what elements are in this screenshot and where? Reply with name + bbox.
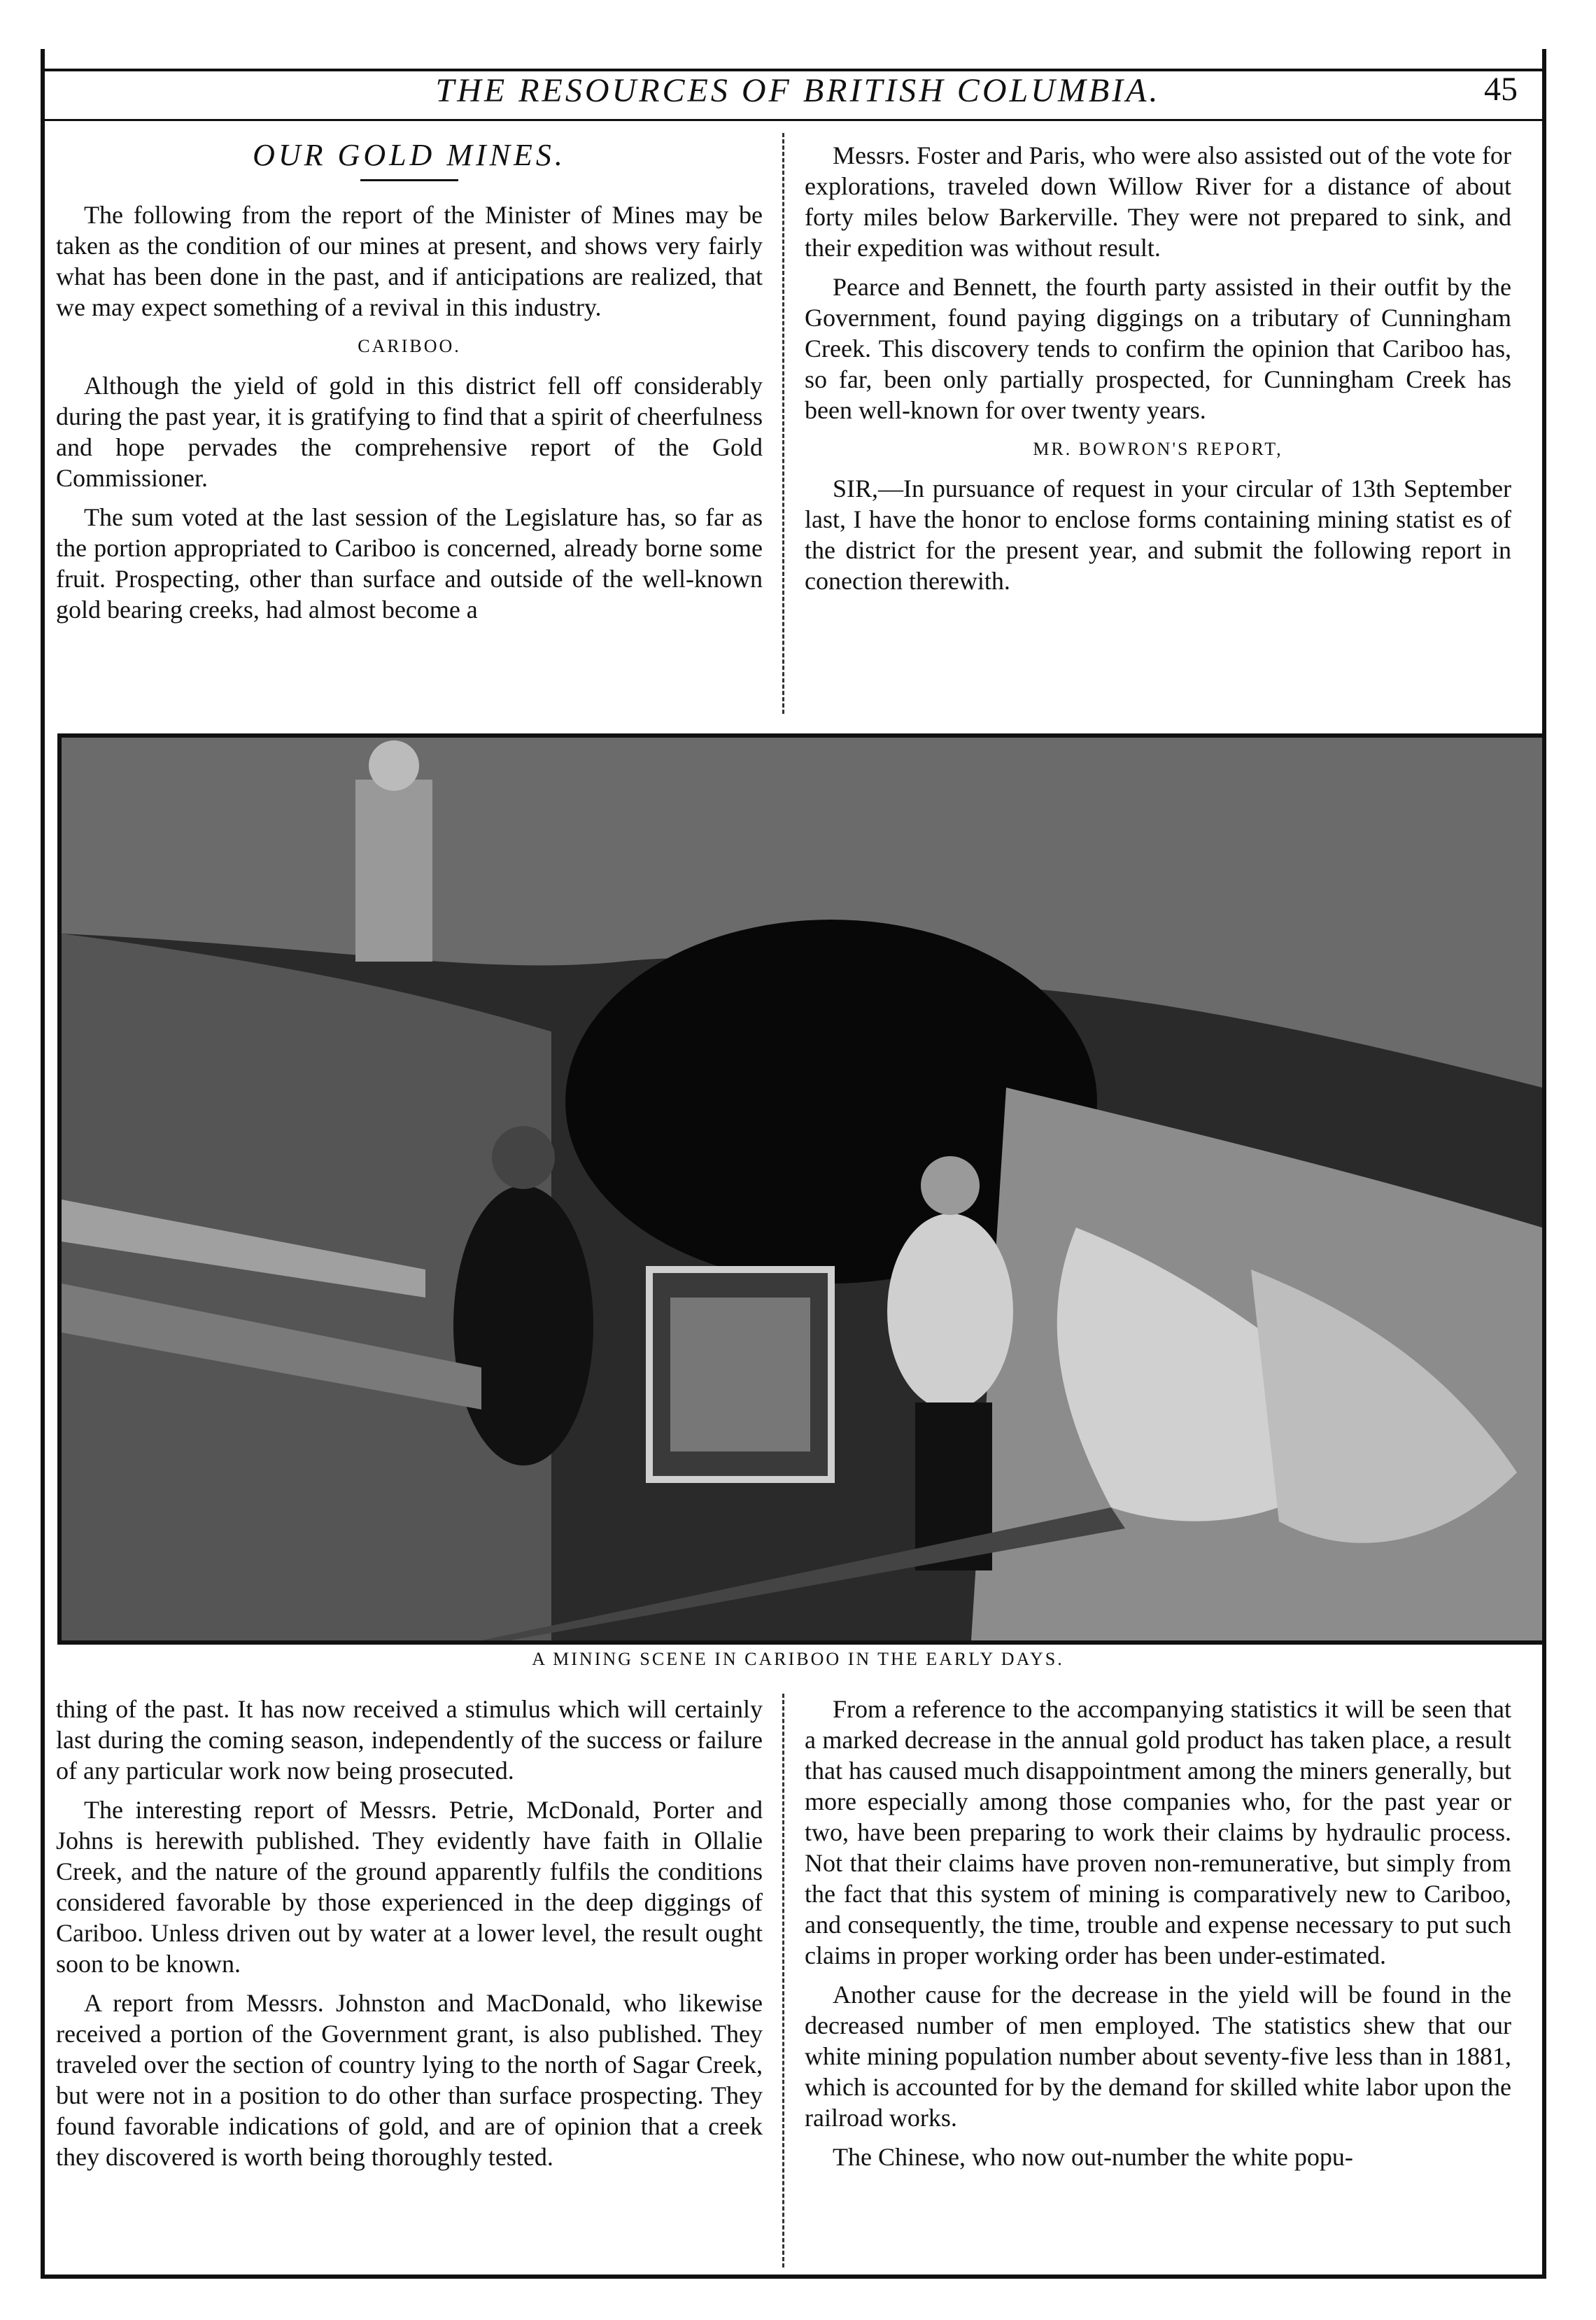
paragraph: The Chinese, who now out-number the white popu- <box>833 2143 1353 2171</box>
paragraph: SIR,—In pursuance of request in your circular of 13th September last, I have the honor to enclose forms containing mining statist es of the district for the present year, and submit the following report in conection therewith. <box>805 474 1511 595</box>
column-right-top <box>805 140 1511 605</box>
column-left-top <box>56 140 763 633</box>
running-header: THE RESOURCES OF BRITISH COLUMBIA. <box>435 72 1161 109</box>
paragraph: A report from Messrs. Johnston and MacDonald, who likewise received a portion of the Government grant, is also published. They traveled over the section of country lying to the north of Sagar Creek, but were not in a position to do other than surface prospecting. They found favorable indications of gold, and are of opinion that a creek they discovered is worth being thoroughly tested. <box>56 1989 763 2171</box>
title-rule <box>360 179 458 181</box>
paragraph: Another cause for the decrease in the yield will be found in the decreased number of men employed. The statistics shew that our white mining population number about seventy-five less than in 1881, which is accounted for by the demand for skilled white labor upon the railroad works. <box>805 1981 1511 2132</box>
column-left-bottom <box>56 1694 763 2181</box>
page-number: 45 <box>1484 71 1518 108</box>
article-intro: The following from the report of the Minister of Mines may be taken as the condition of our mines at present, and shows very fairly what has been done in the past, and if anticipations are realized, that we may expect something of a revival in this industry. <box>56 201 763 321</box>
column-right-bottom <box>805 1694 1511 2181</box>
header-rule-lower <box>41 119 1542 121</box>
paragraph: thing of the past. It has now received a stimulus which will certainly last during the coming season, independently of the success or failure of any particular work now being prosecuted. <box>56 1695 763 1785</box>
paragraph: The sum voted at the last session of the Legislature has, so far as the portion appropriated to Cariboo is concerned, already borne some fruit. Prospecting, other than surface and outside of the well-known gold bearing creeks, had almost become a <box>56 503 763 624</box>
paragraph: From a reference to the accompanying statistics it will be seen that a marked decrease in the annual gold product has taken place, a result that has caused much disappointment among the miners generally, but more especially among those companies who, for the past year or two, have been preparing to work their claims by hydraulic process. Not that their claims have proven non-remunerative, but simply from the fact that this system of mining is comparatively new to Cariboo, and consequently, the time, trouble and expense necessary to put such claims in proper working order has been under-estimated. <box>805 1695 1511 1969</box>
photo-illustration <box>62 738 1542 1640</box>
subhead-cariboo: CARIBOO. <box>358 336 461 356</box>
paragraph: Pearce and Bennett, the fourth party assisted in their outfit by the Government, found paying diggings on a tributary of Cunningham Creek. This discovery tends to confirm the opinion that Cariboo has, so far, been only partially prospected, for Cunningham Creek has been well-known for over twenty years. <box>805 273 1511 424</box>
paragraph: Although the yield of gold in this district fell off considerably during the past year, it is gratifying to find that a spirit of cheerfulness and hope pervades the comprehensive report of the Gold Commissioner. <box>56 372 763 492</box>
article-title: OUR GOLD MINES. <box>253 138 566 172</box>
mining-scene-photo <box>57 733 1546 1645</box>
subhead-bowron-report: MR. BOWRON'S REPORT, <box>1033 439 1283 459</box>
paragraph: Messrs. Foster and Paris, who were also assisted out of the vote for explorations, traveled down Willow River for a distance of about forty miles below Barkerville. They were not prepared to sink, and their expedition was without result. <box>805 141 1511 262</box>
photo-caption: A MINING SCENE IN CARIBOO IN THE EARLY DAYS. <box>532 1649 1064 1669</box>
column-divider-top <box>782 133 784 714</box>
column-divider-bottom <box>782 1694 784 2268</box>
paragraph: The interesting report of Messrs. Petrie, McDonald, Porter and Johns is herewith published. They evidently have faith in Ollalie Creek, and the nature of the ground apparently fulfils the conditions considered favorable by those experienced in the deep diggings of Cariboo. Unless driven out by water at a lower level, the result ought soon to be known. <box>56 1796 763 1978</box>
